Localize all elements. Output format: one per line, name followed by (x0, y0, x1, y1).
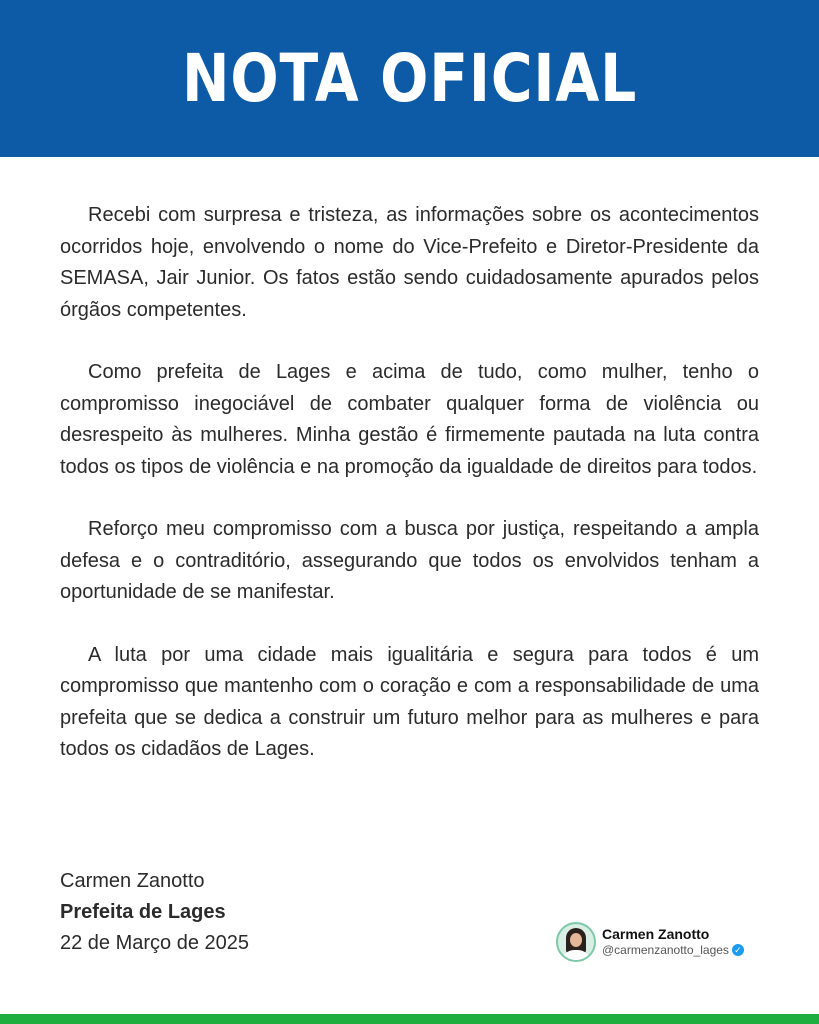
profile-text (602, 926, 744, 958)
footer-bar (0, 1014, 819, 1024)
verified-badge-icon: ✓ (732, 944, 744, 956)
signatory-name: Carmen Zanotto (60, 870, 205, 892)
profile-tag (556, 922, 744, 962)
signature-date: 22 de Março de 2025 (60, 932, 250, 954)
paragraph-2: Como prefeita de Lages e acima de tudo, como mulher, tenho o compromisso inegociável de combater qualquer forma de violência ou desrespeito às mulheres. Minha gestão é firmemente pautada na luta contra todos os tipos de violência e na promoção da igualdade de direitos para todos. (60, 361, 759, 478)
avatar (556, 922, 596, 962)
paragraph-3: Reforço meu compromisso com a busca por justiça, respeitando a ampla defesa e o contraditório, assegurando que todos os envolvidos tenham a oportunidade de se manifestar. (60, 518, 759, 603)
profile-name: Carmen Zanotto (602, 926, 710, 942)
profile-handle: @carmenzanotto_lages (602, 943, 729, 957)
header-banner (0, 0, 819, 157)
signatory-role: Prefeita de Lages (60, 901, 226, 923)
paragraph-1: Recebi com surpresa e tristeza, as informações sobre os acontecimentos ocorridos hoje, envolvendo o nome do Vice-Prefeito e Diretor-Presidente da SEMASA, Jair Junior. Os fatos estão sendo cuidadosamente apurados pelos órgãos competentes. (60, 204, 759, 321)
statement-body (60, 200, 759, 797)
profile-handle-row (602, 942, 744, 958)
paragraph-4: A luta por uma cidade mais igualitária e segura para todos é um compromisso que mantenho com o coração e com a responsabilidade de uma prefeita que se dedica a construir um futuro melhor para as mulheres e para todos os cidadãos de Lages. (60, 643, 759, 760)
page-title: NOTA OFICIAL (181, 40, 638, 117)
signature-block (60, 866, 249, 959)
